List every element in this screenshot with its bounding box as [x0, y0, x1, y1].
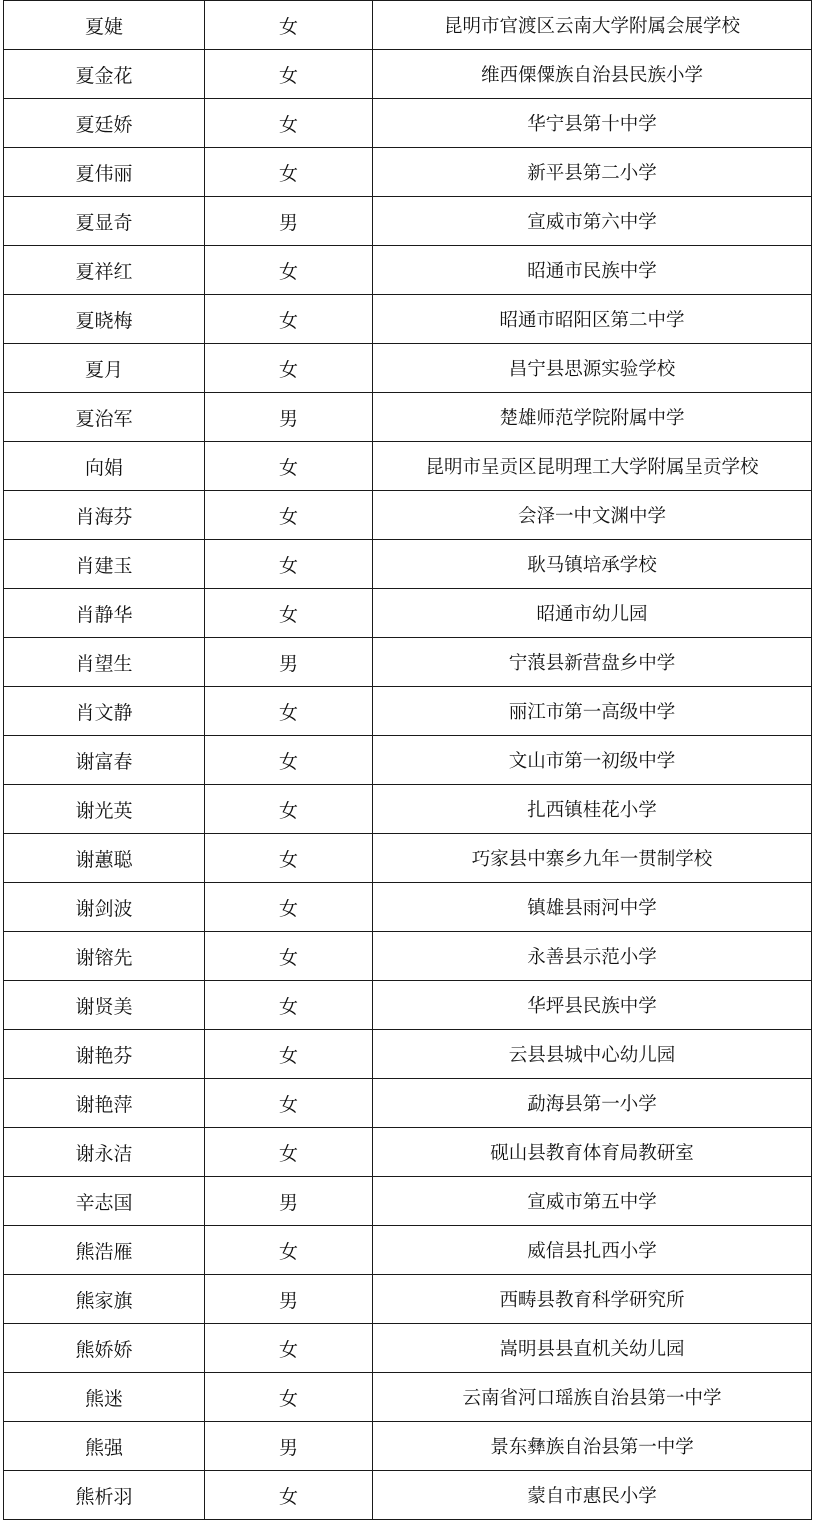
school-cell: 扎西镇桂花小学 — [373, 785, 812, 834]
school-cell: 文山市第一初级中学 — [373, 736, 812, 785]
table-row — [4, 932, 812, 981]
gender-cell: 女 — [205, 50, 373, 99]
name-cell: 熊浩雁 — [4, 1226, 205, 1275]
school-cell: 云县县城中心幼儿园 — [373, 1030, 812, 1079]
school-cell: 西畴县教育科学研究所 — [373, 1275, 812, 1324]
gender-cell: 女 — [205, 1030, 373, 1079]
gender-cell: 女 — [205, 1079, 373, 1128]
gender-cell: 男 — [205, 1275, 373, 1324]
school-cell: 宣威市第六中学 — [373, 197, 812, 246]
table-row — [4, 442, 812, 491]
school-cell: 巧家县中寨乡九年一贯制学校 — [373, 834, 812, 883]
table-row — [4, 981, 812, 1030]
gender-cell: 女 — [205, 883, 373, 932]
table-row — [4, 638, 812, 687]
gender-cell: 男 — [205, 1177, 373, 1226]
gender-cell: 女 — [205, 981, 373, 1030]
table-row — [4, 393, 812, 442]
gender-cell: 女 — [205, 834, 373, 883]
school-cell: 宣威市第五中学 — [373, 1177, 812, 1226]
name-cell: 谢光英 — [4, 785, 205, 834]
gender-cell: 女 — [205, 932, 373, 981]
name-cell: 熊娇娇 — [4, 1324, 205, 1373]
school-cell: 会泽一中文渊中学 — [373, 491, 812, 540]
school-cell: 华宁县第十中学 — [373, 99, 812, 148]
table-row — [4, 1177, 812, 1226]
table-row — [4, 1275, 812, 1324]
gender-cell: 女 — [205, 1471, 373, 1520]
gender-cell: 男 — [205, 638, 373, 687]
name-cell: 谢贤美 — [4, 981, 205, 1030]
school-cell: 昆明市呈贡区昆明理工大学附属呈贡学校 — [373, 442, 812, 491]
school-cell: 蒙自市惠民小学 — [373, 1471, 812, 1520]
table-row — [4, 834, 812, 883]
school-cell: 威信县扎西小学 — [373, 1226, 812, 1275]
name-cell: 谢艳萍 — [4, 1079, 205, 1128]
name-cell: 夏晓梅 — [4, 295, 205, 344]
table-row — [4, 1128, 812, 1177]
name-cell: 谢蕙聪 — [4, 834, 205, 883]
gender-cell: 女 — [205, 295, 373, 344]
gender-cell: 女 — [205, 736, 373, 785]
name-cell: 肖建玉 — [4, 540, 205, 589]
table-row — [4, 736, 812, 785]
name-cell: 熊家旗 — [4, 1275, 205, 1324]
name-cell: 熊强 — [4, 1422, 205, 1471]
table-row — [4, 491, 812, 540]
school-cell: 维西傈僳族自治县民族小学 — [373, 50, 812, 99]
school-cell: 新平县第二小学 — [373, 148, 812, 197]
gender-cell: 女 — [205, 589, 373, 638]
name-cell: 谢富春 — [4, 736, 205, 785]
name-cell: 夏金花 — [4, 50, 205, 99]
table-row — [4, 1, 812, 50]
name-cell: 肖海芬 — [4, 491, 205, 540]
school-cell: 景东彝族自治县第一中学 — [373, 1422, 812, 1471]
table-row — [4, 1324, 812, 1373]
name-cell: 谢永洁 — [4, 1128, 205, 1177]
gender-cell: 男 — [205, 393, 373, 442]
table-row — [4, 540, 812, 589]
table-row — [4, 295, 812, 344]
school-cell: 昆明市官渡区云南大学附属会展学校 — [373, 1, 812, 50]
table-row — [4, 785, 812, 834]
school-cell: 楚雄师范学院附属中学 — [373, 393, 812, 442]
school-cell: 镇雄县雨河中学 — [373, 883, 812, 932]
name-cell: 谢艳芬 — [4, 1030, 205, 1079]
gender-cell: 女 — [205, 99, 373, 148]
name-cell: 熊析羽 — [4, 1471, 205, 1520]
table-row — [4, 50, 812, 99]
table-row — [4, 589, 812, 638]
gender-cell: 女 — [205, 148, 373, 197]
table-row — [4, 1422, 812, 1471]
table-row — [4, 344, 812, 393]
table-row — [4, 687, 812, 736]
name-cell: 夏祥红 — [4, 246, 205, 295]
table-row — [4, 148, 812, 197]
school-cell: 昭通市昭阳区第二中学 — [373, 295, 812, 344]
gender-cell: 女 — [205, 1324, 373, 1373]
table-row — [4, 1373, 812, 1422]
school-cell: 昭通市民族中学 — [373, 246, 812, 295]
name-cell: 肖静华 — [4, 589, 205, 638]
name-cell: 夏廷娇 — [4, 99, 205, 148]
name-cell: 谢剑波 — [4, 883, 205, 932]
school-cell: 丽江市第一高级中学 — [373, 687, 812, 736]
table-row — [4, 99, 812, 148]
name-cell: 肖望生 — [4, 638, 205, 687]
name-cell: 谢镕先 — [4, 932, 205, 981]
school-cell: 嵩明县县直机关幼儿园 — [373, 1324, 812, 1373]
roster-table-body — [4, 1, 812, 1520]
table-row — [4, 1471, 812, 1520]
name-cell: 向娟 — [4, 442, 205, 491]
gender-cell: 女 — [205, 491, 373, 540]
school-cell: 永善县示范小学 — [373, 932, 812, 981]
table-row — [4, 883, 812, 932]
name-cell: 肖文静 — [4, 687, 205, 736]
name-cell: 夏治军 — [4, 393, 205, 442]
gender-cell: 女 — [205, 687, 373, 736]
gender-cell: 男 — [205, 1422, 373, 1471]
name-cell: 夏月 — [4, 344, 205, 393]
school-cell: 勐海县第一小学 — [373, 1079, 812, 1128]
table-row — [4, 1079, 812, 1128]
gender-cell: 女 — [205, 344, 373, 393]
gender-cell: 女 — [205, 540, 373, 589]
school-cell: 宁蒗县新营盘乡中学 — [373, 638, 812, 687]
gender-cell: 女 — [205, 246, 373, 295]
gender-cell: 女 — [205, 1128, 373, 1177]
gender-cell: 女 — [205, 785, 373, 834]
table-row — [4, 197, 812, 246]
school-cell: 砚山县教育体育局教研室 — [373, 1128, 812, 1177]
gender-cell: 女 — [205, 1373, 373, 1422]
roster-table — [3, 0, 812, 1520]
table-row — [4, 1030, 812, 1079]
school-cell: 昭通市幼儿园 — [373, 589, 812, 638]
gender-cell: 女 — [205, 1226, 373, 1275]
name-cell: 夏显奇 — [4, 197, 205, 246]
roster-sheet — [3, 0, 811, 1520]
gender-cell: 男 — [205, 197, 373, 246]
school-cell: 耿马镇培承学校 — [373, 540, 812, 589]
name-cell: 夏婕 — [4, 1, 205, 50]
name-cell: 辛志国 — [4, 1177, 205, 1226]
gender-cell: 女 — [205, 1, 373, 50]
school-cell: 云南省河口瑶族自治县第一中学 — [373, 1373, 812, 1422]
table-row — [4, 246, 812, 295]
gender-cell: 女 — [205, 442, 373, 491]
school-cell: 华坪县民族中学 — [373, 981, 812, 1030]
school-cell: 昌宁县思源实验学校 — [373, 344, 812, 393]
name-cell: 夏伟丽 — [4, 148, 205, 197]
table-row — [4, 1226, 812, 1275]
name-cell: 熊迷 — [4, 1373, 205, 1422]
